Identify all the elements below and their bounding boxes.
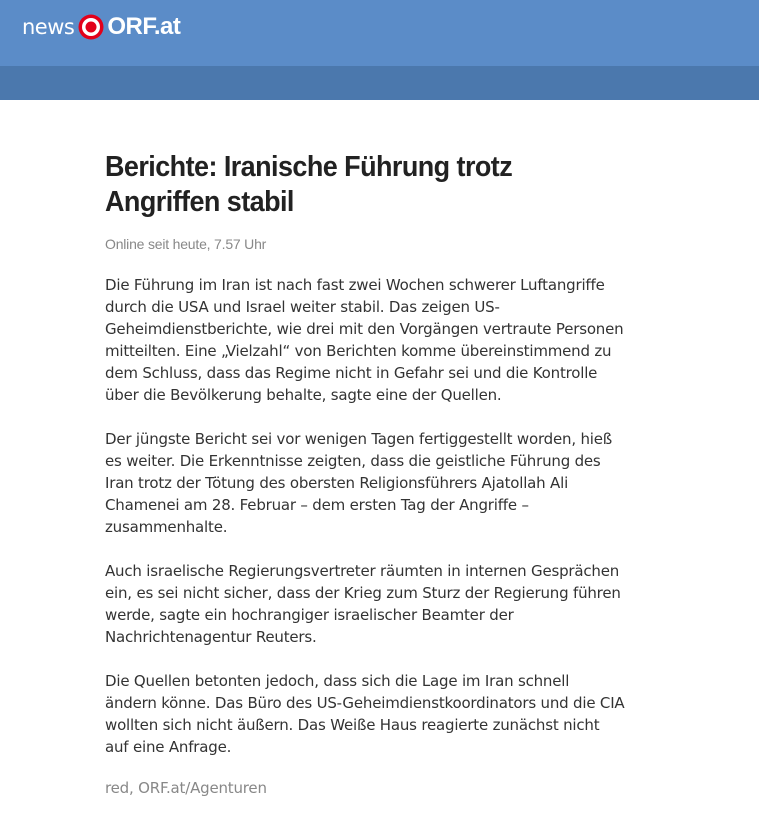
navigation-bar: [0, 66, 759, 100]
news-orf-logo-link[interactable]: [22, 12, 180, 42]
paragraph-4: Die Quellen betonten jedoch, dass sich die Lage im Iran schnell ändern könne. Das Büro des US-Geheimdienstkoordinators und die CIA wollten sich nicht äußern. Das Weiße Haus reagierte zunächst nicht auf eine Anfrage.: [105, 672, 625, 756]
article-headline: [105, 150, 589, 220]
orf-eye-icon: [77, 13, 105, 41]
logo-orf-text: ORF.at: [107, 13, 181, 40]
headline-line-2: Angriffen stabil: [105, 186, 294, 218]
logo-news-text: news: [22, 15, 75, 39]
paragraph-3: Auch israelische Regierungsvertreter räumten in internen Gesprächen ein, es sei nicht sicher, dass der Krieg zum Sturz der Regierung führen werde, sagte ein hochrangiger israelischer Beamter der Nachrichtenagentur Reuters.: [105, 562, 621, 646]
paragraph-2: Der jüngste Bericht sei vor wenigen Tagen fertiggestellt worden, hieß es weiter. Die Erkenntnisse zeigten, dass die geistliche Führung des Iran trotz der Tötung des obersten Religionsführers Ajatollah Ali Chamenei am 28. Februar – dem ersten Tag der Angriffe – zusammenhalte.: [105, 430, 613, 536]
paragraph-1: Die Führung im Iran ist nach fast zwei Wochen schwerer Luftangriffe durch die USA und Israel weiter stabil. Das zeigen US-Geheimdienstberichte, wie drei mit den Vorgängen vertraute Personen mitteilten. Eine „Vielzahl“ von Berichten komme übereinstimmend zu dem Schluss, dass das Regime nicht in Gefahr sei und die Kontrolle über die Bevölkerung behalte, sagte eine der Quellen.: [105, 276, 624, 404]
article: [105, 150, 625, 797]
article-source: red, ORF.at/Agenturen: [105, 779, 267, 797]
article-body: [105, 274, 625, 758]
article-timestamp: Online seit heute, 7.57 Uhr: [105, 236, 267, 252]
headline-line-1: Berichte: Iranische Führung trotz: [105, 151, 513, 183]
